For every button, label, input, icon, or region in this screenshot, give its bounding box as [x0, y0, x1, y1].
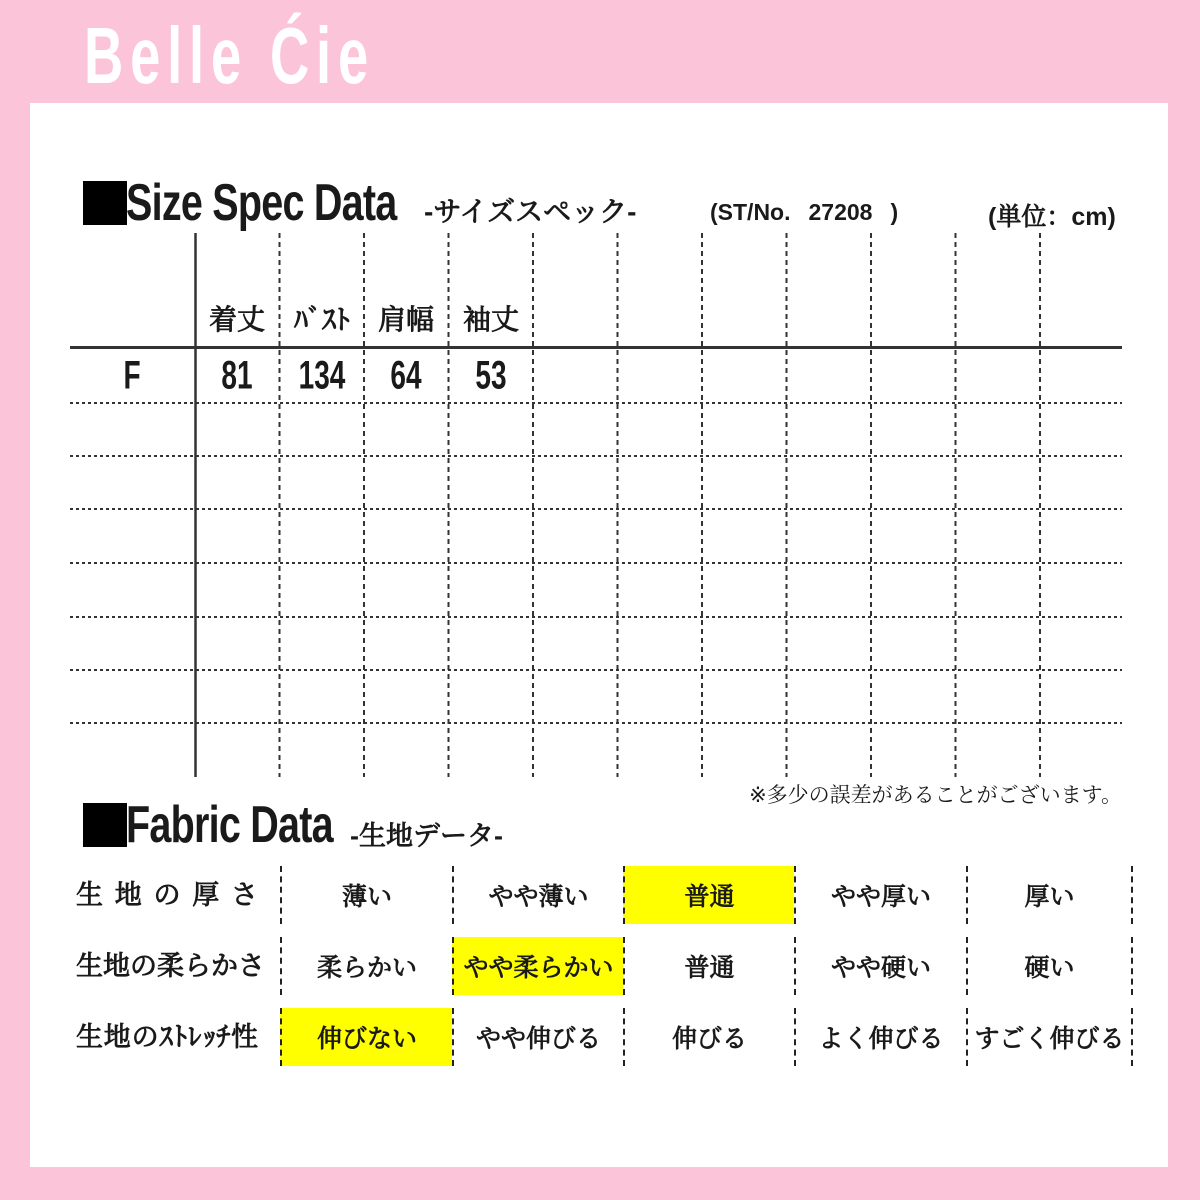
fabric-section-title: Fabric Data	[126, 796, 333, 854]
fabric-table	[70, 866, 1133, 1066]
size-value-chakutake: 81	[221, 353, 253, 398]
size-section-subtitle: -サイズスペック-	[424, 196, 637, 227]
fabric-row-label: 生地の柔らかさ	[76, 951, 265, 981]
fabric-option-cell: 柔らかい	[280, 937, 452, 995]
fabric-row-stretch	[70, 1008, 1133, 1066]
fabric-row-label: 生地のｽﾄﾚｯﾁ性	[76, 1022, 258, 1052]
st-no-suffix: )	[890, 199, 899, 225]
fabric-option-cell: やや硬い	[794, 937, 966, 995]
fabric-option-cell: 薄い	[280, 866, 452, 924]
fabric-row-thickness	[70, 866, 1133, 924]
fabric-option-cell: 伸びない	[280, 1008, 452, 1066]
fabric-option-cell: やや薄い	[452, 866, 623, 924]
fabric-option-cell: よく伸びる	[794, 1008, 966, 1066]
black-square-icon	[83, 181, 127, 225]
fabric-option-cell: 普通	[623, 937, 794, 995]
fabric-option-cell: やや厚い	[794, 866, 966, 924]
st-no	[710, 199, 898, 226]
size-value-sleeve: 53	[475, 353, 507, 398]
size-row-label: F	[123, 353, 141, 398]
fabric-section-subtitle: -生地データ-	[350, 821, 503, 851]
size-col-header-sleeve: 袖丈	[462, 304, 520, 335]
st-no-prefix: (ST/No.	[710, 199, 791, 225]
size-col-header-chakutake: 着丈	[208, 304, 266, 335]
tolerance-note: ※多少の誤差があることがございます。	[749, 784, 1122, 807]
unit-label: (単位：cm)	[988, 203, 1116, 231]
fabric-option-cell: 伸びる	[623, 1008, 794, 1066]
fabric-row-label: 生地の厚さ	[76, 880, 258, 910]
size-col-header-shoulder: 肩幅	[377, 304, 435, 335]
st-no-value: 27208	[808, 199, 873, 225]
size-section-title: Size Spec Data	[126, 174, 397, 232]
fabric-option-cell: 厚い	[966, 866, 1133, 924]
fabric-option-cell: すごく伸びる	[966, 1008, 1133, 1066]
size-value-shoulder: 64	[390, 353, 422, 398]
size-value-bust: 134	[298, 353, 346, 398]
fabric-option-cell: やや伸びる	[452, 1008, 623, 1066]
fabric-option-cell: やや柔らかい	[452, 937, 623, 995]
fabric-row-softness	[70, 937, 1133, 995]
size-col-header-bust: ﾊﾞｽﾄ	[293, 304, 351, 335]
brand-logo: Belle Ćie	[84, 11, 375, 100]
black-square-icon	[83, 803, 127, 847]
fabric-option-cell: 硬い	[966, 937, 1133, 995]
fabric-option-cell: 普通	[623, 866, 794, 924]
